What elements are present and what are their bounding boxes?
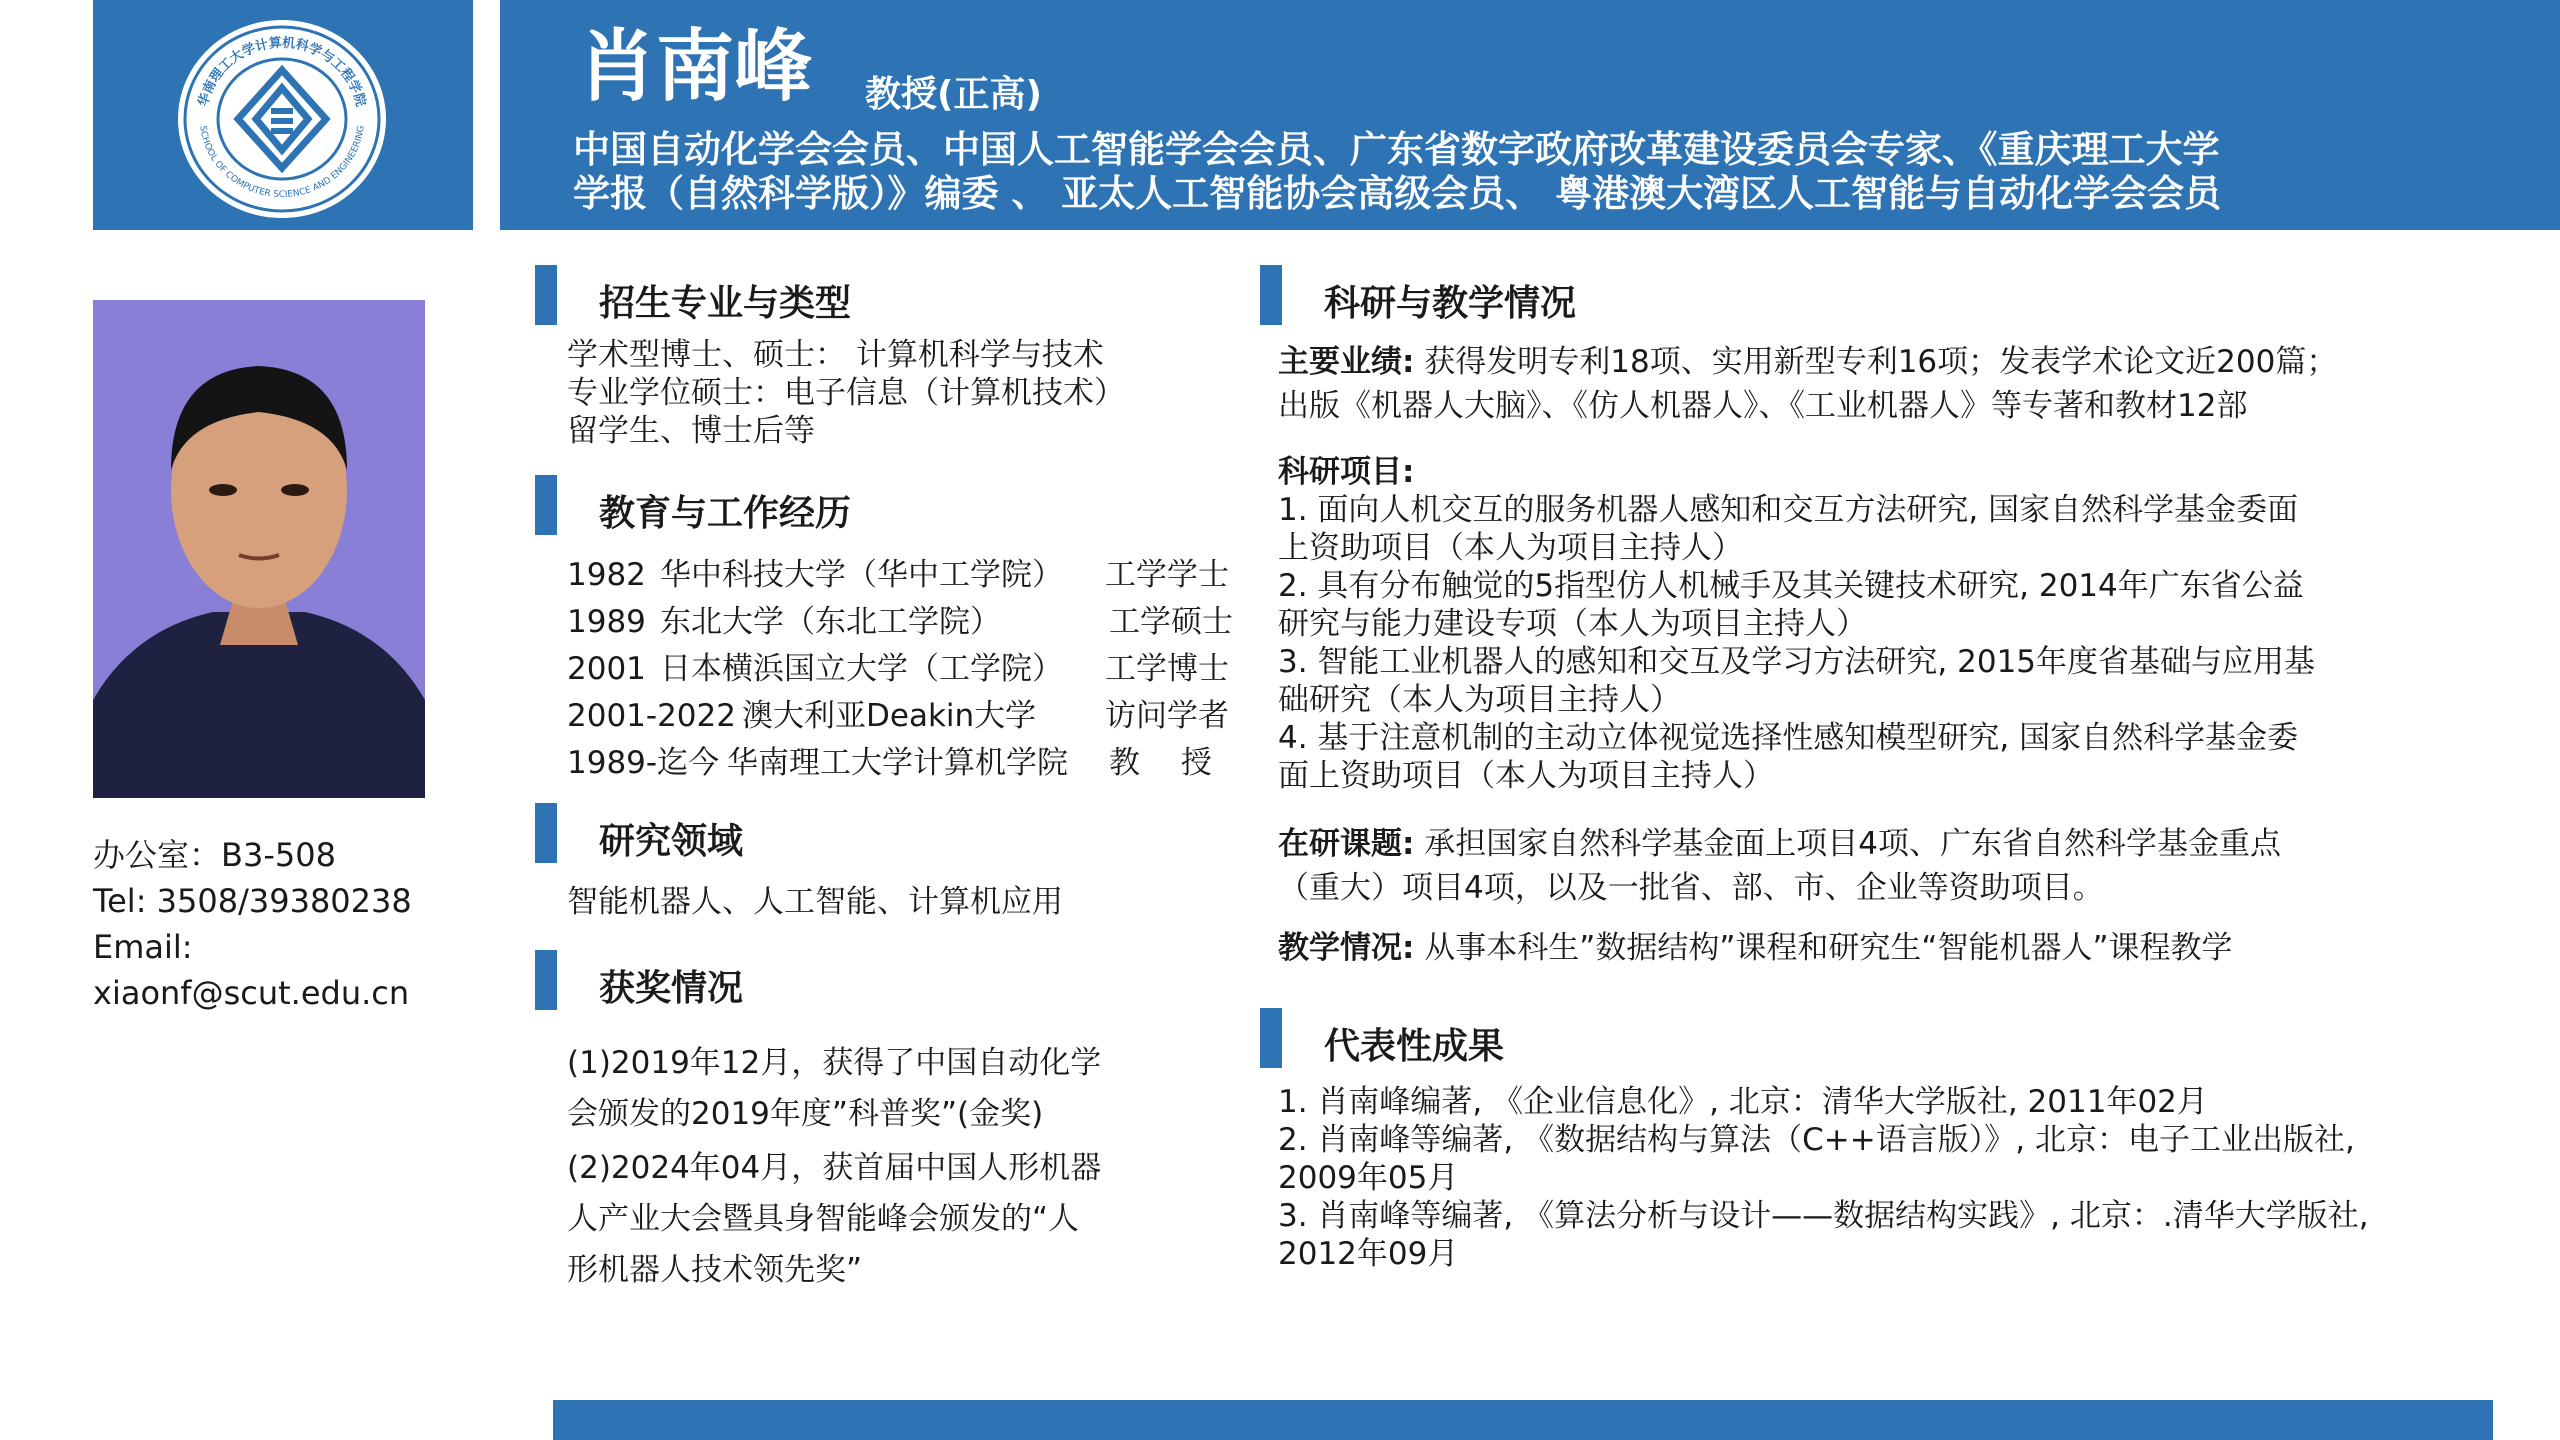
list-item: 3. 智能工业机器人的感知和交互及学习方法研究, 2015年度省基础与应用基 bbox=[1278, 644, 2316, 680]
edu-place: 日本横浜国立大学（工学院） bbox=[660, 651, 1063, 687]
school-logo bbox=[176, 18, 388, 220]
edu-place: 东北大学（东北工学院） bbox=[660, 604, 1001, 640]
affiliations-line: 学报（自然科学版）》编委 、 亚太人工智能协会高级会员、 粤港澳大湾区人工智能与自动化学会会员 bbox=[573, 172, 2222, 215]
portrait-photo bbox=[93, 300, 425, 798]
list-item: 面上资助项目（本人为项目主持人） bbox=[1278, 758, 1774, 794]
section-marker bbox=[535, 950, 557, 1010]
section-title: 代表性成果 bbox=[1324, 1026, 1505, 1067]
list-item: 2012年09月 bbox=[1278, 1236, 1459, 1272]
edu-place: 澳大利亚Deakin大学 bbox=[742, 698, 1037, 734]
edu-year: 2001-2022 bbox=[567, 698, 736, 734]
list-item: 4. 基于注意机制的主动立体视觉选择性感知模型研究, 国家自然科学基金委 bbox=[1278, 720, 2299, 756]
person-rank: 教授(正高) bbox=[865, 74, 1042, 115]
office-text: 办公室：B3-508 bbox=[93, 836, 336, 874]
list-item: 会颁发的2019年度”科普奖”(金奖) bbox=[567, 1096, 1044, 1132]
list-item: 研究与能力建设专项（本人为项目主持人） bbox=[1278, 606, 1867, 642]
section-marker bbox=[1260, 265, 1282, 325]
list-item: 智能机器人、人工智能、计算机应用 bbox=[567, 884, 1063, 920]
ongoing-label: 在研课题: bbox=[1278, 826, 1415, 862]
list-item: 2. 肖南峰等编著, 《数据结构与算法（C++语言版）》, 北京：电子工业出版社, bbox=[1278, 1122, 2355, 1158]
edu-year: 1982 bbox=[567, 557, 646, 593]
edu-degree: 访问学者 bbox=[1105, 698, 1229, 734]
ongoing-projects bbox=[1278, 822, 2281, 910]
list-item: 专业学位硕士：电子信息（计算机技术） bbox=[567, 375, 1125, 411]
list-item: 人产业大会暨具身智能峰会颁发的“人 bbox=[567, 1201, 1080, 1237]
svg-text:SCHOOL OF COMPUTER SCIENCE AND: SCHOOL OF COMPUTER SCIENCE AND ENGINEERING bbox=[197, 124, 367, 201]
section-marker bbox=[1260, 1008, 1282, 1068]
section-title: 教育与工作经历 bbox=[599, 493, 852, 534]
table-row bbox=[567, 697, 1247, 744]
list-item: 1. 肖南峰编著, 《企业信息化》, 北京：清华大学版社, 2011年02月 bbox=[1278, 1084, 2208, 1120]
affiliations-line: 中国自动化学会会员、中国人工智能学会会员、广东省数字政府改革建设委员会专家、《重庆理工大学 bbox=[573, 128, 2220, 171]
contact-info bbox=[93, 832, 412, 1016]
section-title: 研究领域 bbox=[599, 821, 744, 862]
main-achievements bbox=[1278, 343, 2337, 425]
achievements-list bbox=[1278, 1083, 2369, 1273]
projects-label: 科研项目: bbox=[1278, 454, 1415, 490]
table-row bbox=[567, 650, 1247, 697]
section-title: 招生专业与类型 bbox=[599, 283, 852, 324]
section-title: 获奖情况 bbox=[599, 968, 744, 1009]
footer-bar bbox=[553, 1400, 2493, 1440]
edu-year: 1989-迄今 bbox=[567, 745, 720, 781]
list-item: 形机器人技术领先奖” bbox=[567, 1252, 863, 1288]
main-achievements-text: 出版《机器人大脑》、《仿人机器人》、《工业机器人》等专著和教材12部 bbox=[1278, 388, 2248, 424]
list-item: (1)2019年12月，获得了中国自动化学 bbox=[567, 1045, 1102, 1081]
list-item: 1. 面向人机交互的服务机器人感知和交互方法研究, 国家自然科学基金委面 bbox=[1278, 492, 2299, 528]
edu-place: 华南理工大学计算机学院 bbox=[727, 745, 1068, 781]
email-label: Email: bbox=[93, 928, 193, 966]
list-item: 2009年05月 bbox=[1278, 1160, 1459, 1196]
list-item: 础研究（本人为项目主持人） bbox=[1278, 682, 1681, 718]
teaching-info bbox=[1278, 929, 2233, 967]
edu-year: 1989 bbox=[567, 604, 646, 640]
teaching-text: 从事本科生”数据结构”课程和研究生“智能机器人”课程教学 bbox=[1424, 930, 2233, 966]
projects-list bbox=[1278, 453, 2315, 795]
edu-degree: 工学硕士 bbox=[1109, 604, 1233, 640]
tel-text: Tel: 3508/39380238 bbox=[93, 882, 412, 920]
svg-text:华南理工大学计算机科学与工程学院: 华南理工大学计算机科学与工程学院 bbox=[196, 35, 368, 109]
table-row bbox=[567, 603, 1247, 650]
edu-degree: 教 授 bbox=[1109, 745, 1212, 781]
table-row bbox=[567, 744, 1247, 791]
edu-year: 2001 bbox=[567, 651, 646, 687]
list-item: 留学生、博士后等 bbox=[567, 413, 815, 449]
research-field-text bbox=[567, 883, 1063, 921]
table-row bbox=[567, 556, 1247, 603]
teaching-label: 教学情况: bbox=[1278, 930, 1415, 966]
section-marker bbox=[535, 265, 557, 325]
list-item: 学术型博士、硕士： 计算机科学与技术 bbox=[567, 337, 1104, 373]
person-name: 肖南峰 bbox=[578, 22, 813, 112]
affiliations bbox=[573, 128, 2433, 216]
edu-place: 华中科技大学（华中工学院） bbox=[660, 557, 1063, 593]
enrollment-list bbox=[567, 336, 1125, 450]
list-item: 2. 具有分布触觉的5指型仿人机械手及其关键技术研究, 2014年广东省公益 bbox=[1278, 568, 2304, 604]
edu-degree: 工学学士 bbox=[1105, 557, 1229, 593]
section-title: 科研与教学情况 bbox=[1324, 283, 1577, 324]
awards-list bbox=[567, 1038, 1101, 1296]
list-item: 上资助项目（本人为项目主持人） bbox=[1278, 530, 1743, 566]
main-achievements-text: 获得发明专利18项、实用新型专利16项；发表学术论文近200篇； bbox=[1424, 344, 2338, 380]
list-item: 3. 肖南峰等编著, 《算法分析与设计——数据结构实践》, 北京：.清华大学版社, bbox=[1278, 1198, 2369, 1234]
email-link[interactable]: xiaonf@scut.edu.cn bbox=[93, 974, 410, 1012]
list-item: (2)2024年04月，获首届中国人形机器 bbox=[567, 1150, 1102, 1186]
section-marker bbox=[535, 475, 557, 535]
ongoing-text: （重大）项目4项，以及一批省、部、市、企业等资助项目。 bbox=[1278, 870, 2104, 906]
education-table bbox=[567, 556, 1247, 791]
main-achievements-label: 主要业绩: bbox=[1278, 344, 1415, 380]
section-marker bbox=[535, 803, 557, 863]
edu-degree: 工学博士 bbox=[1105, 651, 1229, 687]
ongoing-text: 承担国家自然科学基金面上项目4项、广东省自然科学基金重点 bbox=[1424, 826, 2281, 862]
